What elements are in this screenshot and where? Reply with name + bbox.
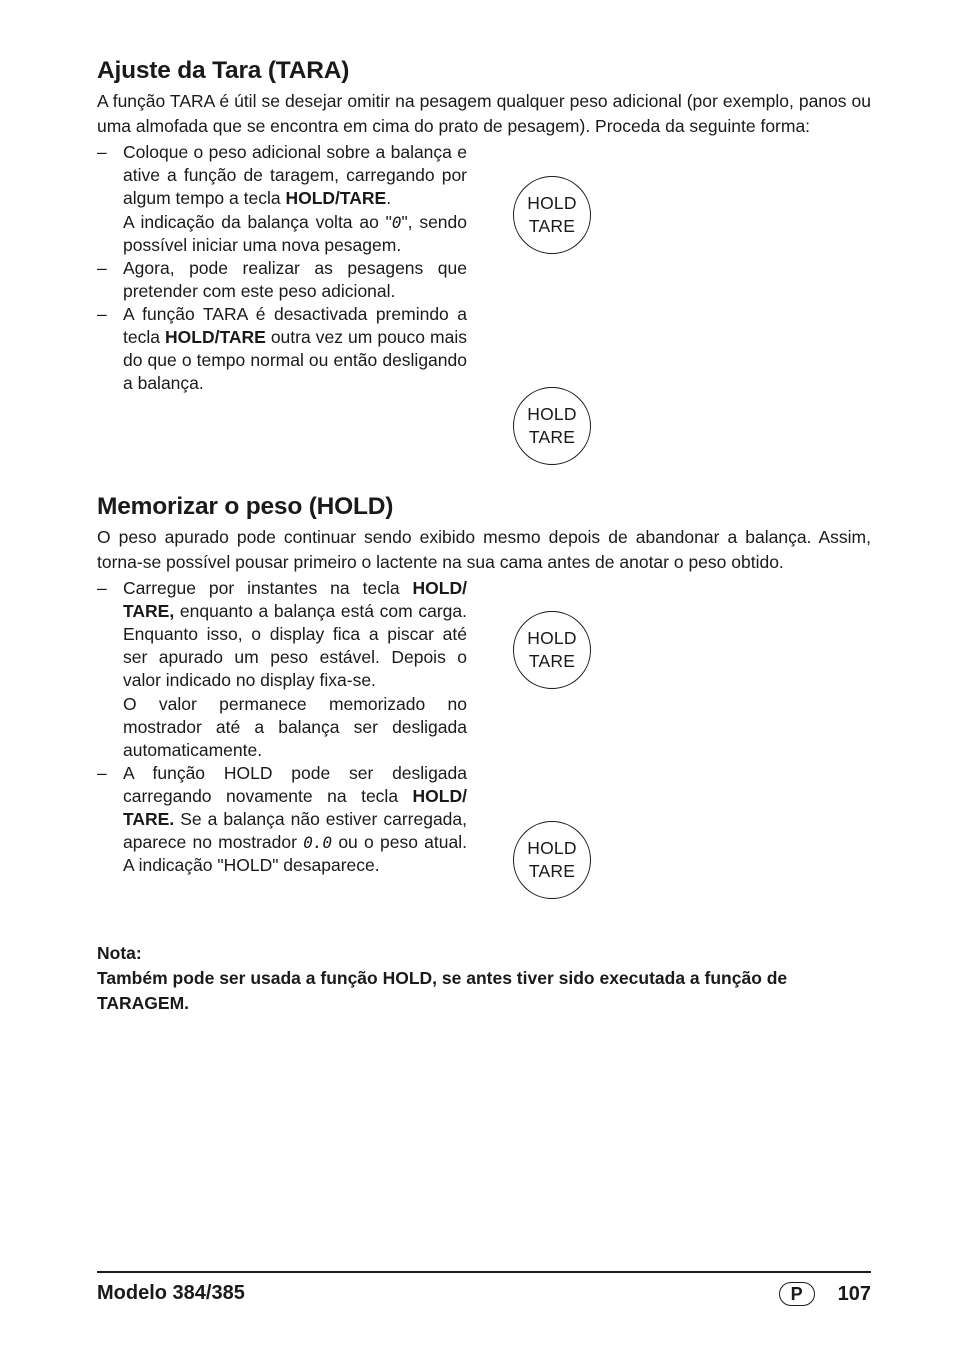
key-name: HOLD/ TARE, — [123, 578, 467, 621]
list-dash: – — [97, 304, 107, 324]
list-item: – Coloque o peso adicional sobre a balança e ative a função de taragem, carregando por algum tempo a tecla HOLD/TARE. A indicação da balança volta ao "0", sendo possível iniciar uma nova pesagem. — [97, 142, 467, 255]
note-title: Nota: — [97, 943, 142, 963]
hold-tare-button-icon: HOLD TARE — [513, 176, 591, 254]
list-dash: – — [97, 258, 107, 278]
manual-page — [97, 56, 871, 1016]
list-item: – Agora, pode realizar as pesagens que pretender com este peso adicional. — [97, 258, 467, 301]
hold-steps — [97, 577, 467, 877]
display-digit: 0.0 — [303, 833, 333, 852]
display-digit: 0 — [391, 213, 402, 232]
section-hold — [97, 492, 871, 942]
note-block — [97, 941, 871, 1016]
section-title-tara: Ajuste da Tara (TARA) — [97, 57, 350, 84]
section-title-hold: Memorizar o peso (HOLD) — [97, 493, 394, 520]
key-name: HOLD/TARE — [165, 327, 266, 347]
list-dash: – — [97, 142, 107, 162]
hold-tare-button-icon: HOLD TARE — [513, 611, 591, 689]
page-info — [779, 1282, 871, 1306]
hold-intro: O peso apurado pode continuar sendo exibido mesmo depois de abandonar a balança. Assim, torna-se possível pousar primeiro o lactente na sua cama antes de anotar o peso obtido. — [97, 527, 871, 572]
list-item: – A função TARA é desactivada premindo a tecla HOLD/TARE outra vez um pouco mais do que o tempo normal ou então desligando a balança. — [97, 304, 467, 393]
note-text: Também pode ser usada a função HOLD, se antes tiver sido executada a função de TARAGEM. — [97, 968, 788, 1013]
hold-tare-button-icon: HOLD TARE — [513, 821, 591, 899]
key-name: HOLD/TARE — [285, 188, 387, 208]
list-item: – Carregue por instantes na tecla HOLD/ TARE, enquanto a balança está com carga. Enquanto isso, o display fica a piscar até ser apurado um peso estável. Depois o valor indicado no display fixa-se. O valor permanece memorizado no mostrador até a balança ser desligada automaticamente. — [97, 578, 467, 760]
page-footer — [97, 1271, 871, 1305]
hold-tare-button-icon: HOLD TARE — [513, 387, 591, 465]
list-dash: – — [97, 578, 107, 598]
tara-intro: A função TARA é útil se desejar omitir na pesagem qualquer peso adicional (por exemplo, panos ou uma almofada que se encontra em cima do prato de pesagem). Proceda da seguinte forma: — [97, 91, 871, 136]
key-name: HOLD/ TARE. — [123, 786, 467, 829]
list-dash: – — [97, 763, 107, 783]
language-badge: P — [779, 1282, 815, 1306]
section-tara — [97, 56, 871, 472]
tara-steps — [97, 141, 467, 395]
page-number: 107 — [837, 1282, 871, 1305]
model-label: Modelo 384/385 — [97, 1282, 245, 1304]
list-item: – A função HOLD pode ser desligada carregando novamente na tecla HOLD/ TARE. Se a balança não estiver carregada, aparece no mostrador 0.0 ou o peso atual. A indicação "HOLD" desaparece. — [97, 763, 467, 875]
